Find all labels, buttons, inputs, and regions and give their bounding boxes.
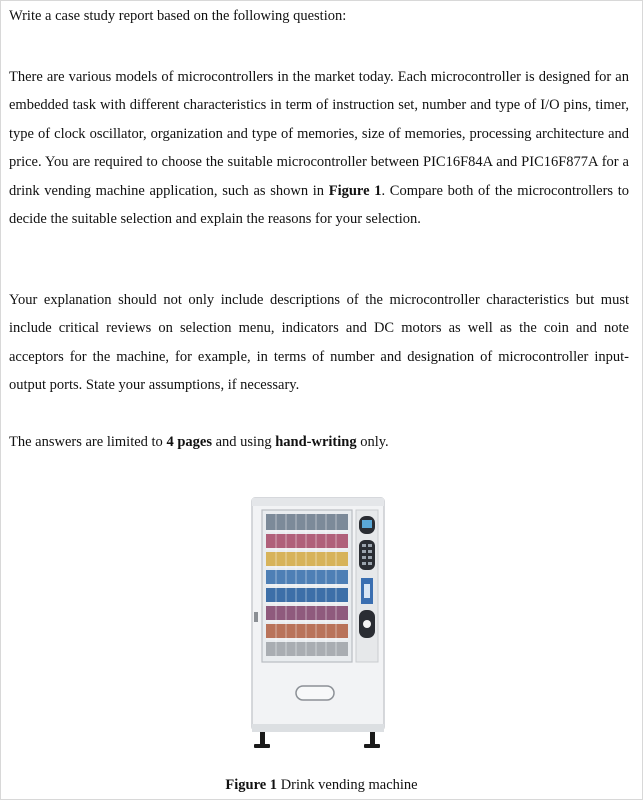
paragraph-limits — [9, 428, 629, 456]
limits-start: The answers are limited to — [9, 434, 167, 450]
paragraph-question-text: There are various models of microcontrollers in the market today. Each microcontroller is designed for an embedded task with different characteristics in term of instruction set, number and type of I/O pins, timer, type of clock oscillator, organization and type of memories, size of memories, processing architecture and price. You are required to choose the suitable microcontroller between PIC16F84A and PIC16F877A for a drink vending machine application, such as shown in — [9, 69, 629, 199]
vending-machine-illustration — [238, 492, 398, 764]
figure-caption — [0, 775, 643, 795]
keypad — [359, 540, 375, 570]
machine-feet — [254, 732, 380, 748]
intro-line: Write a case study report based on the following question: — [9, 8, 347, 24]
paragraph-requirements: Your explanation should not only include descriptions of the microcontroller characteristics but must include critical reviews on selection menu, indicators and DC motors as well as the coin and note acceptors for the machine, for example, in terms of number and designation of microcontroller input-output ports. State your assumptions, if necessary. — [9, 292, 629, 394]
limits-handwriting: hand-writing — [275, 434, 357, 450]
figure-reference: Figure 1 — [328, 182, 382, 199]
dispense-slot — [296, 686, 334, 700]
limits-mid: and using — [211, 434, 276, 450]
product-shelves — [266, 514, 348, 656]
figure-label: Figure 1 — [225, 777, 278, 793]
vending-machine-figure — [238, 492, 398, 764]
paragraph-question-end: . Compare both of the microcontrollers to decide the suitable selection and explain the reasons for your selection. — [9, 182, 629, 228]
limits-end: only. — [356, 434, 389, 450]
figure-caption-text: Drink vending machine — [277, 777, 418, 793]
paragraph-question — [9, 63, 629, 233]
limits-pages: 4 pages — [166, 434, 212, 450]
